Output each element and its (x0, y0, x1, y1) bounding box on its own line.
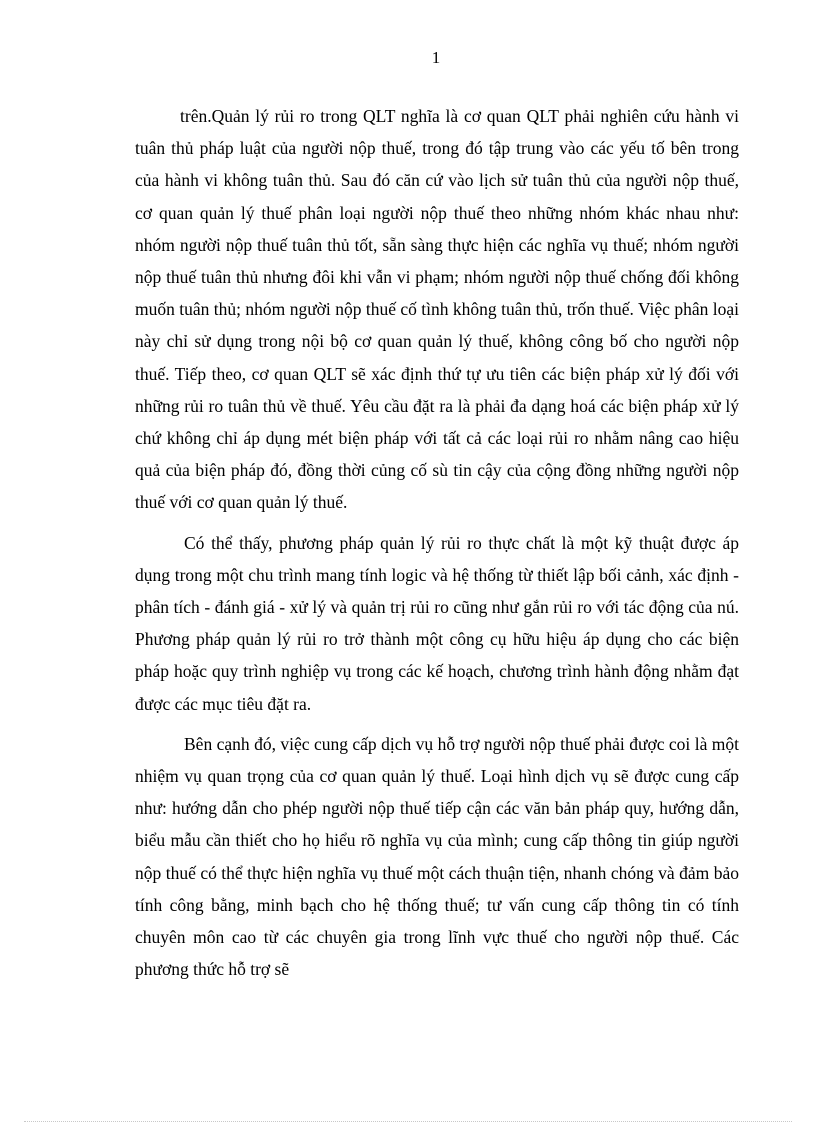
page-number: 1 (431, 48, 441, 67)
page-bottom-rule (24, 1121, 792, 1122)
paragraph-risk-method: Có thể thấy, phương pháp quản lý rủi ro thực chất là một kỹ thuật được áp dụng trong một chu trình mang tính logic và hệ thống từ thiết lập bối cảnh, xác định - phân tích - đánh giá - xử lý và quản trị rủi ro cũng như gắn rủi ro với tác động của nú. Phương pháp quản lý rủi ro trở thành một công cụ hữu hiệu áp dụng cho các biện pháp hoặc quy trình nghiệp vụ trong các kế hoạch, chương trình hành động nhằm đạt được các mục tiêu đặt ra. (135, 532, 739, 714)
paragraph-taxpayer-support: Bên cạnh đó, việc cung cấp dịch vụ hỗ trợ người nộp thuế phải được coi là một nhiệm vụ quan trọng của cơ quan quản lý thuế. Loại hình dịch vụ sẽ được cung cấp như: hướng dẫn cho phép người nộp thuế tiếp cận các văn bản pháp quy, hướng dẫn, biểu mẫu cần thiết cho họ hiểu rõ nghĩa vụ của mình; cung cấp thông tin giúp người nộp thuế có thể thực hiện nghĩa vụ thuế một cách thuận tiện, nhanh chóng và đảm bảo tính công bằng, minh bạch cho hệ thống thuế; tư vấn cung cấp thông tin có tính chuyên môn cao từ các chuyên gia trong lĩnh vực thuế cho người nộp thuế. Các phương thức hỗ trợ sẽ (135, 733, 739, 980)
document-body (135, 100, 739, 993)
paragraph-risk-management: trên.Quản lý rủi ro trong QLT nghĩa là cơ quan QLT phải nghiên cứu hành vi tuân thủ pháp luật của người nộp thuế, trong đó tập trung vào các yếu tố bên trong của hành vi không tuân thủ. Sau đó căn cứ vào lịch sử tuân thủ của người nộp thuế, cơ quan quản lý thuế phân loại người nộp thuế theo những nhóm khác nhau như: nhóm người nộp thuế tuân thủ tốt, sẵn sàng thực hiện các nghĩa vụ thuế; nhóm người nộp thuế tuân thủ nhưng đôi khi vẫn vi phạm; nhóm người nộp thuế chống đối không muốn tuân thủ; nhóm người nộp thuế cố tình không tuân thủ, trốn thuế. Việc phân loại này chỉ sử dụng trong nội bộ cơ quan quản lý thuế, không công bố cho người nộp thuế. Tiếp theo, cơ quan QLT sẽ xác định thứ tự ưu tiên các biện pháp xử lý đối với những rủi ro tuân thủ về thuế. Yêu cầu đặt ra là phải đa dạng hoá các biện pháp xử lý chứ không chỉ áp dụng mét biện pháp với tất cả các loại rủi ro nhằm nâng cao hiệu quả của biện pháp đó, đồng thời củng cố sù tin cậy của cộng đồng những người nộp thuế với cơ quan quản lý thuế. (135, 106, 739, 513)
